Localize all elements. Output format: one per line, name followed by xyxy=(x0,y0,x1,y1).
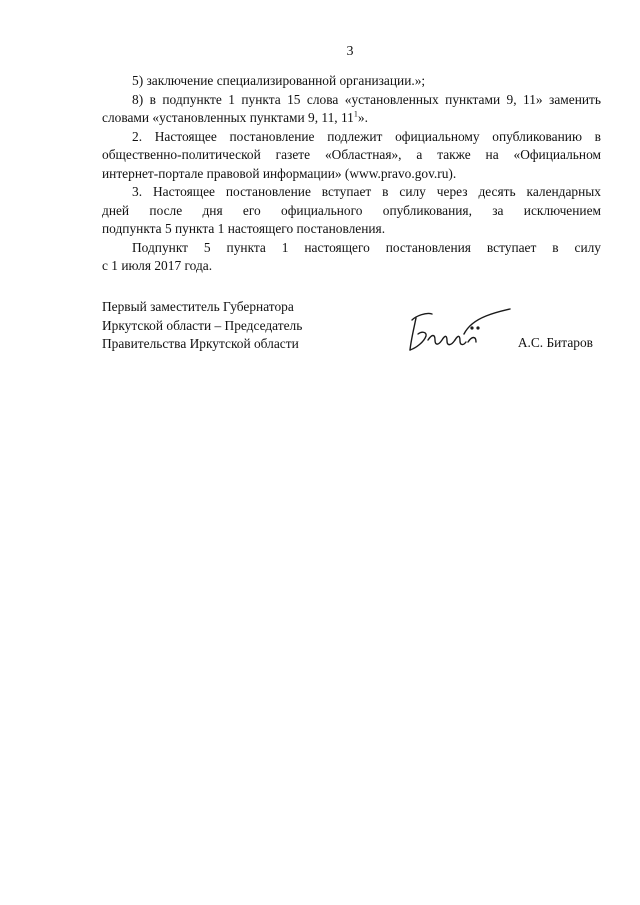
superscript: 1 xyxy=(353,109,358,119)
signature-block xyxy=(102,298,601,354)
paragraph-item-8 xyxy=(102,91,601,128)
paragraph-effective-date xyxy=(102,183,601,239)
text-line: Подпункт 5 пункта 1 настоящего постановления вступает в силу xyxy=(132,239,601,255)
paragraph-publication xyxy=(102,128,601,184)
page-number: 3 xyxy=(346,44,354,59)
text-line: 3. Настоящее постановление вступает в силу через десять календарных xyxy=(132,184,601,199)
paragraph-subpoint-effective xyxy=(102,239,601,276)
signatory-title-line: Первый заместитель Губернатора xyxy=(102,299,294,314)
text-line: с 1 июля 2017 года. xyxy=(102,258,213,273)
text-line: дней после дня его официального опубликования, за исключением xyxy=(102,202,601,218)
handwritten-signature xyxy=(402,290,512,360)
text-line: общественно-политической газете «Областная», а также на «Официальном xyxy=(102,147,601,162)
signatory-title-line: Иркутской области – Председатель xyxy=(102,317,303,333)
text-line-tail: ». xyxy=(357,110,368,125)
paragraph-item-5 xyxy=(102,72,601,91)
signatory-title-line: Правительства Иркутской области xyxy=(102,336,299,352)
document-body xyxy=(102,72,601,276)
text-line: подпункта 5 пункта 1 настоящего постановления. xyxy=(102,221,386,236)
text-line: словами «установленных пунктами 9, 11, 11 xyxy=(102,110,354,125)
signatory-name: А.С. Битаров xyxy=(517,335,593,350)
text-line: 5) заключение специализированной организации.»; xyxy=(132,73,426,88)
text-line: 8) в подпункте 1 пункта 15 слова «установленных пунктами 9, 11» заменить xyxy=(132,91,601,107)
text-line-with-superscript xyxy=(102,109,601,128)
text-line: интернет-портале правовой информации» (www.pravo.gov.ru). xyxy=(102,165,457,181)
text-line: 2. Настоящее постановление подлежит официальному опубликованию в xyxy=(132,128,601,144)
